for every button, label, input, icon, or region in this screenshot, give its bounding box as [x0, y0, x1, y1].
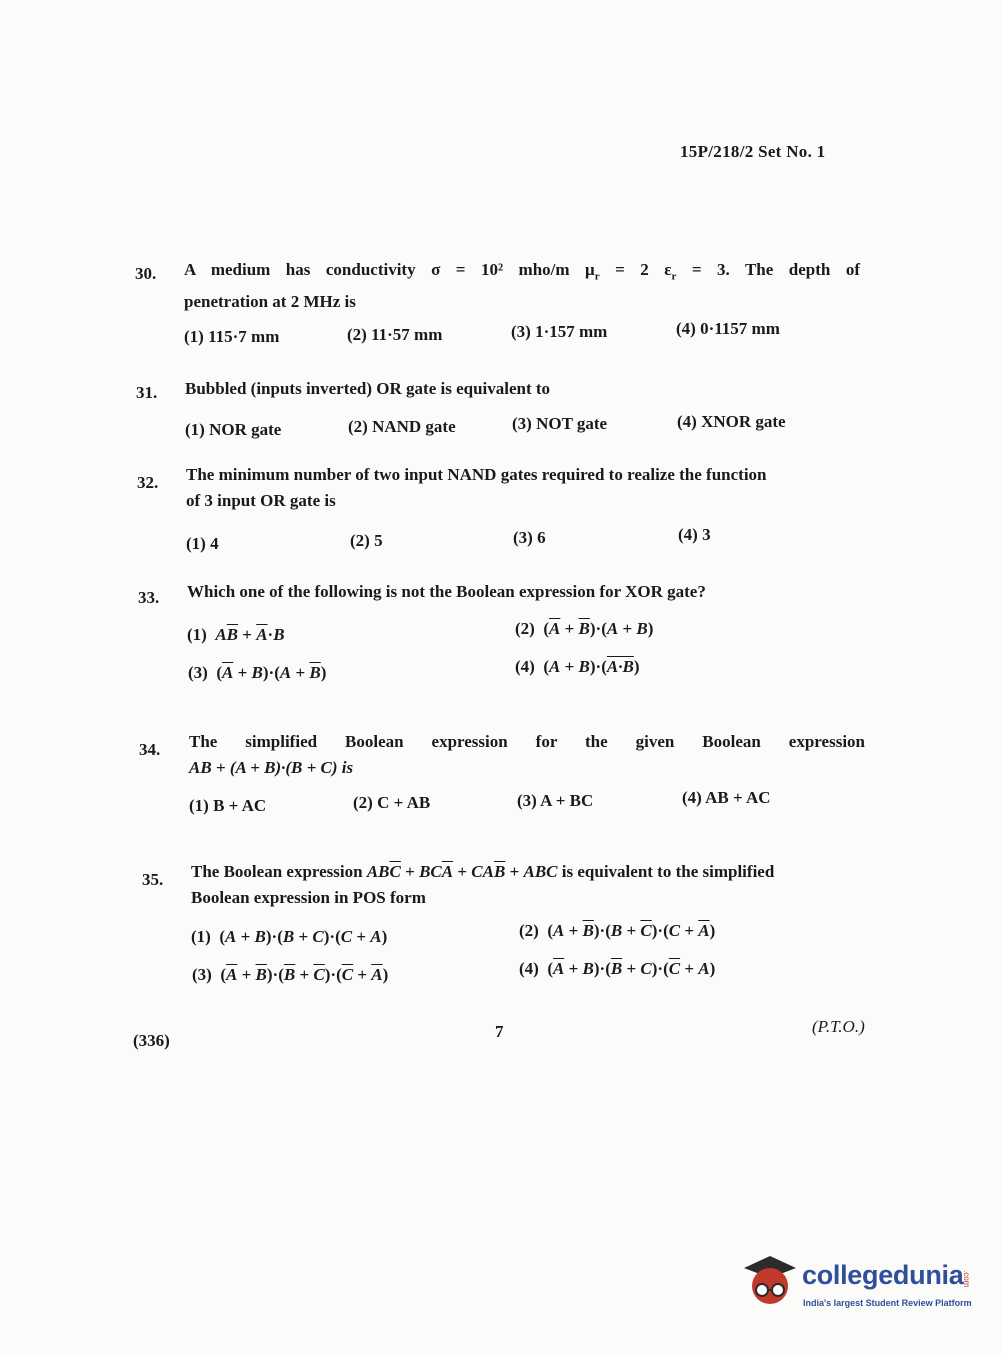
option: (1) NOR gate	[185, 420, 282, 439]
question-text: Bubbled (inputs inverted) OR gate is equivalent to	[185, 379, 551, 398]
option: (1) B + AC	[189, 796, 267, 815]
question-text: The minimum number of two input NAND gates required to realize the function of 3 input OR gate is	[186, 465, 767, 510]
option: (2) C + AB	[353, 793, 431, 812]
option: (4) XNOR gate	[677, 412, 786, 431]
option: (3) A + BC	[517, 791, 594, 810]
brand-name: collegedunia	[802, 1260, 964, 1290]
question-number: 35.	[142, 870, 164, 889]
option: (3) $(\overline{A} + \overline{B})\cdot(\overline{B} + \overline{C})\cdot(\overline{C} + \overline{A})$	[192, 965, 389, 984]
option: (3) NOT gate	[512, 414, 608, 433]
question-number: 32.	[137, 473, 159, 492]
brand-tagline: India's largest Student Review Platform	[803, 1298, 972, 1308]
option: (2) NAND gate	[348, 417, 456, 436]
option: (3) 1·157 mm	[511, 322, 608, 341]
footer-code: (336)	[133, 1031, 170, 1050]
question-number: 34.	[139, 740, 161, 759]
question-number: 33.	[138, 588, 160, 607]
option: (1) 115·7 mm	[184, 327, 280, 346]
option: (2) $(\overline{A} + \overline{B})\cdot(A + B)$	[515, 619, 654, 638]
option: (3) $(\overline{A} + B)\cdot(A + \overline{B})$	[188, 663, 327, 682]
option: (4) AB + AC	[682, 788, 771, 807]
question-number: 31.	[136, 383, 158, 402]
question-number: 30.	[135, 264, 157, 283]
option: (2) 5	[350, 531, 383, 550]
option: (4) (A + B)·(A·B)	[515, 657, 640, 676]
option: (3) 6	[513, 528, 546, 547]
page-number: 7	[495, 1022, 504, 1041]
question-text: A medium has conductivity σ = 10² mho/m $\mu_r = 2$ $\varepsilon_r = 3$. The depth of penetration at 2 MHz is	[184, 260, 860, 312]
mascot-icon	[740, 1250, 800, 1310]
option: (4) $(\overline{A} + B)\cdot(\overline{B} + C)\cdot(\overline{C} + A)$	[519, 959, 716, 978]
paper-code: 15P/218/2 Set No. 1	[680, 142, 826, 161]
question-text: The Boolean expression $AB\overline{C} + BC\overline{A} + CA\overline{B}$ + ABC is equivalent to the simplified Boolean expression in POS form	[191, 862, 775, 907]
option: (1) 4	[186, 534, 219, 553]
option: (1) (A + B)·(B + C)·(C + A)	[191, 927, 388, 946]
pto-label: (P.T.O.)	[812, 1017, 865, 1036]
question-text: Which one of the following is not the Boolean expression for XOR gate?	[187, 582, 706, 601]
brand-suffix: .com	[962, 1270, 971, 1288]
question-text: The simplified Boolean expression for the given Boolean expression AB + (A + B)·(B + C) is	[189, 732, 865, 777]
option: (2) 11·57 mm	[347, 325, 443, 344]
collegedunia-watermark	[740, 1250, 970, 1320]
option: (4) 0·1157 mm	[676, 319, 780, 338]
option: (1) $A\overline{B} + \overline{A}\cdot B$	[187, 625, 285, 644]
option: (4) 3	[678, 525, 711, 544]
option: (2) $(A + \overline{B})\cdot(B + \overline{C})\cdot(C + \overline{A})$	[519, 921, 716, 940]
